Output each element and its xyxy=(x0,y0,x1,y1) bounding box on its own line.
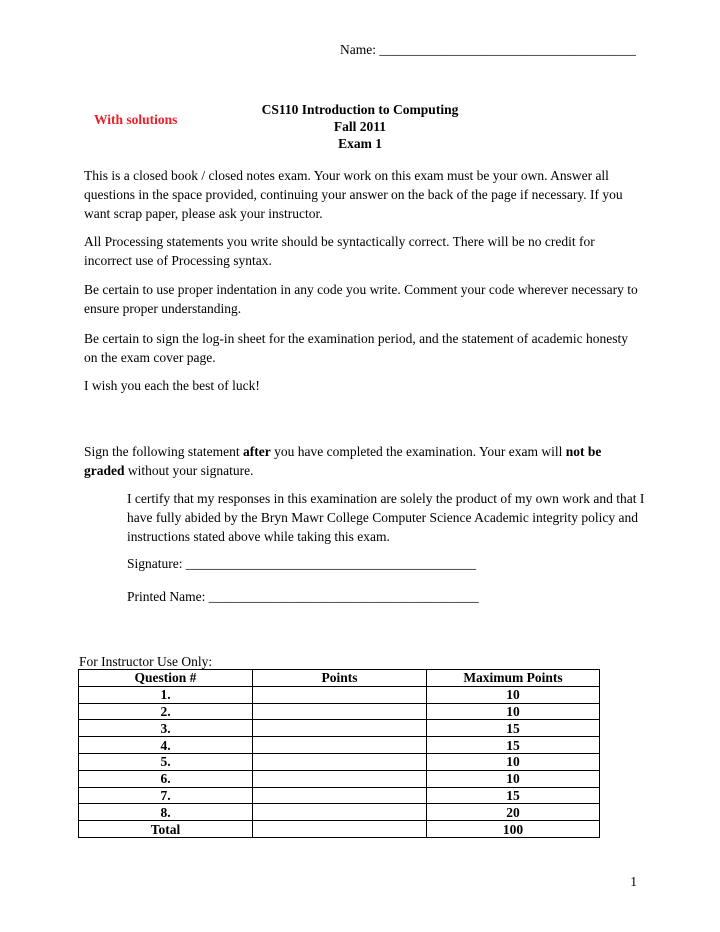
table-row xyxy=(79,753,600,770)
question-cell: 3. xyxy=(79,720,253,737)
total-label-cell: Total xyxy=(79,821,253,838)
table-row xyxy=(79,770,600,787)
instruction-good-luck: I wish you each the best of luck! xyxy=(84,378,260,393)
name-field-line: Name: ______________________________________ xyxy=(340,42,636,57)
points-cell xyxy=(253,787,427,804)
question-cell: 4. xyxy=(79,737,253,754)
instruction-closed-book: This is a closed book / closed notes exam. Your work on this exam must be your own. Answer all questions in the space provided, continuing your answer on the back of the page if necessary. If you want scrap paper, please ask your instructor. xyxy=(84,168,623,221)
signature-instruction-part3: without your signature. xyxy=(124,463,254,478)
signature-instruction-not-graded: not be graded xyxy=(84,444,602,478)
max-points-cell: 15 xyxy=(427,720,600,737)
instructor-table-label: For Instructor Use Only: xyxy=(79,654,213,669)
max-points-cell: 20 xyxy=(427,804,600,821)
table-row-total xyxy=(79,821,600,838)
table-row xyxy=(79,787,600,804)
points-cell xyxy=(253,753,427,770)
question-cell: 1. xyxy=(79,686,253,703)
points-cell xyxy=(253,770,427,787)
max-points-cell: 10 xyxy=(427,753,600,770)
points-cell xyxy=(253,686,427,703)
solutions-note: With solutions xyxy=(94,112,178,127)
table-row xyxy=(79,703,600,720)
max-points-cell: 10 xyxy=(427,686,600,703)
instruction-syntax: All Processing statements you write should be syntactically correct. There will be no credit for incorrect use of Processing syntax. xyxy=(84,234,595,268)
points-cell xyxy=(253,737,427,754)
max-points-cell: 15 xyxy=(427,787,600,804)
max-points-cell: 15 xyxy=(427,737,600,754)
header-maximum-points: Maximum Points xyxy=(427,670,600,687)
instructor-score-table xyxy=(78,669,600,838)
question-cell: 6. xyxy=(79,770,253,787)
table-header-row xyxy=(79,670,600,687)
total-max-cell: 100 xyxy=(427,821,600,838)
exam-label: Exam 1 xyxy=(338,136,382,151)
question-cell: 8. xyxy=(79,804,253,821)
question-cell: 5. xyxy=(79,753,253,770)
table-row xyxy=(79,737,600,754)
total-points-cell xyxy=(253,821,427,838)
instruction-indentation: Be certain to use proper indentation in any code you write. Comment your code wherever necessary to ensure proper understanding. xyxy=(84,282,638,316)
question-cell: 2. xyxy=(79,703,253,720)
max-points-cell: 10 xyxy=(427,770,600,787)
course-title: CS110 Introduction to Computing xyxy=(261,102,459,117)
instruction-log-in: Be certain to sign the log-in sheet for the examination period, and the statement of academic honesty on the exam cover page. xyxy=(84,331,628,365)
header-points: Points xyxy=(253,670,427,687)
signature-instruction-after: after xyxy=(242,444,271,459)
signature-instruction xyxy=(84,442,644,480)
signature-instruction-part1: Sign the following statement xyxy=(84,444,243,459)
points-cell xyxy=(253,720,427,737)
term-label: Fall 2011 xyxy=(333,119,387,134)
signature-line: Signature: ___________________________________________ xyxy=(127,556,477,571)
page-number: 1 xyxy=(630,874,637,889)
points-cell xyxy=(253,703,427,720)
header-question: Question # xyxy=(79,670,253,687)
signature-instruction-part2: you have completed the examination. Your exam will xyxy=(270,444,566,459)
question-cell: 7. xyxy=(79,787,253,804)
points-cell xyxy=(253,804,427,821)
certification-statement: I certify that my responses in this examination are solely the product of my own work and that I have fully abided by the Bryn Mawr College Computer Science Academic integrity policy and instructions stated above while taking this exam. xyxy=(127,491,645,544)
table-row xyxy=(79,686,600,703)
table-row xyxy=(79,720,600,737)
max-points-cell: 10 xyxy=(427,703,600,720)
printed-name-line: Printed Name: ________________________________________ xyxy=(127,589,479,604)
table-row xyxy=(79,804,600,821)
